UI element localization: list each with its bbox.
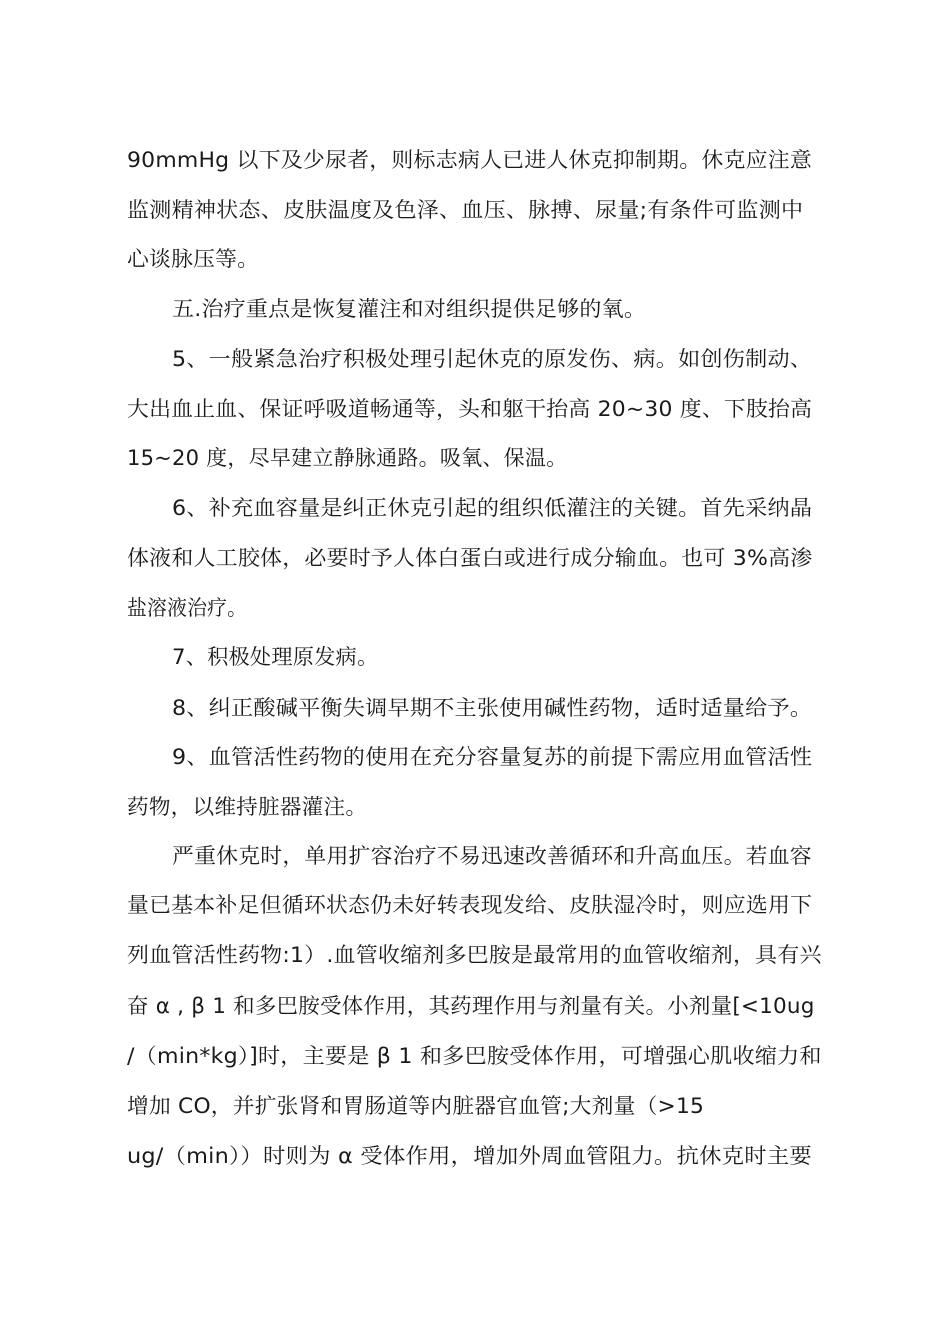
text-line: 心谈脉压等。	[127, 247, 260, 271]
text-line: 监测精神状态、皮肤温度及色泽、血压、脉搏、尿量;有条件可监测中	[127, 198, 804, 222]
text-line: 6、补充血容量是纠正休克引起的组织低灌注的关键。首先采纳晶	[172, 496, 813, 520]
text-line: 量已基本补足但循环状态仍未好转表现发给、皮肤湿冷时，则应选用下	[127, 893, 813, 917]
text-line: 15~20 度，尽早建立静脉通路。吸氧、保温。	[127, 446, 568, 470]
text-line: 8、纠正酸碱平衡失调早期不主张使用碱性药物，适时适量给予。	[172, 696, 813, 720]
text-line: 9、血管活性药物的使用在充分容量复苏的前提下需应用血管活性	[172, 745, 813, 769]
text-line: /（min*kg）]时，主要是 β 1 和多巴胺受体作用，可增强心肌收缩力和	[127, 1044, 822, 1068]
text-line: 5、一般紧急治疗积极处理引起休克的原发伤、病。如创伤制动、	[172, 347, 813, 371]
text-line: 大出血止血、保证呼吸道畅通等，头和躯干抬高 20~30 度、下肢抬高	[127, 397, 813, 421]
text-line: 五.治疗重点是恢复灌注和对组织提供足够的氧。	[172, 297, 647, 321]
text-line: 增加 CO，并扩张肾和胃肠道等内脏器官血管;大剂量（>15	[127, 1094, 705, 1118]
text-line: 药物，以维持脏器灌注。	[127, 795, 368, 819]
text-line: 列血管活性药物:1）.血管收缩剂多巴胺是最常用的血管收缩剂，具有兴	[127, 943, 822, 967]
text-line: 90mmHg 以下及少尿者，则标志病人已进人休克抑制期。休克应注意	[127, 148, 813, 172]
text-line: 奋 α , β 1 和多巴胺受体作用，其药理作用与剂量有关。小剂量[<10ug	[127, 994, 815, 1018]
text-line: 7、积极处理原发病。	[172, 645, 379, 669]
text-line: 严重休克时，单用扩容治疗不易迅速改善循环和升高血压。若血容	[172, 844, 812, 868]
text-line: ug/（min））时则为 α 受体作用，增加外周血管阻力。抗休克时主要	[127, 1144, 813, 1168]
text-line: 体液和人工胶体，必要时予人体白蛋白或进行成分输血。也可 3%高渗	[127, 546, 813, 570]
text-line: 盐溶液治疗。	[127, 596, 248, 620]
